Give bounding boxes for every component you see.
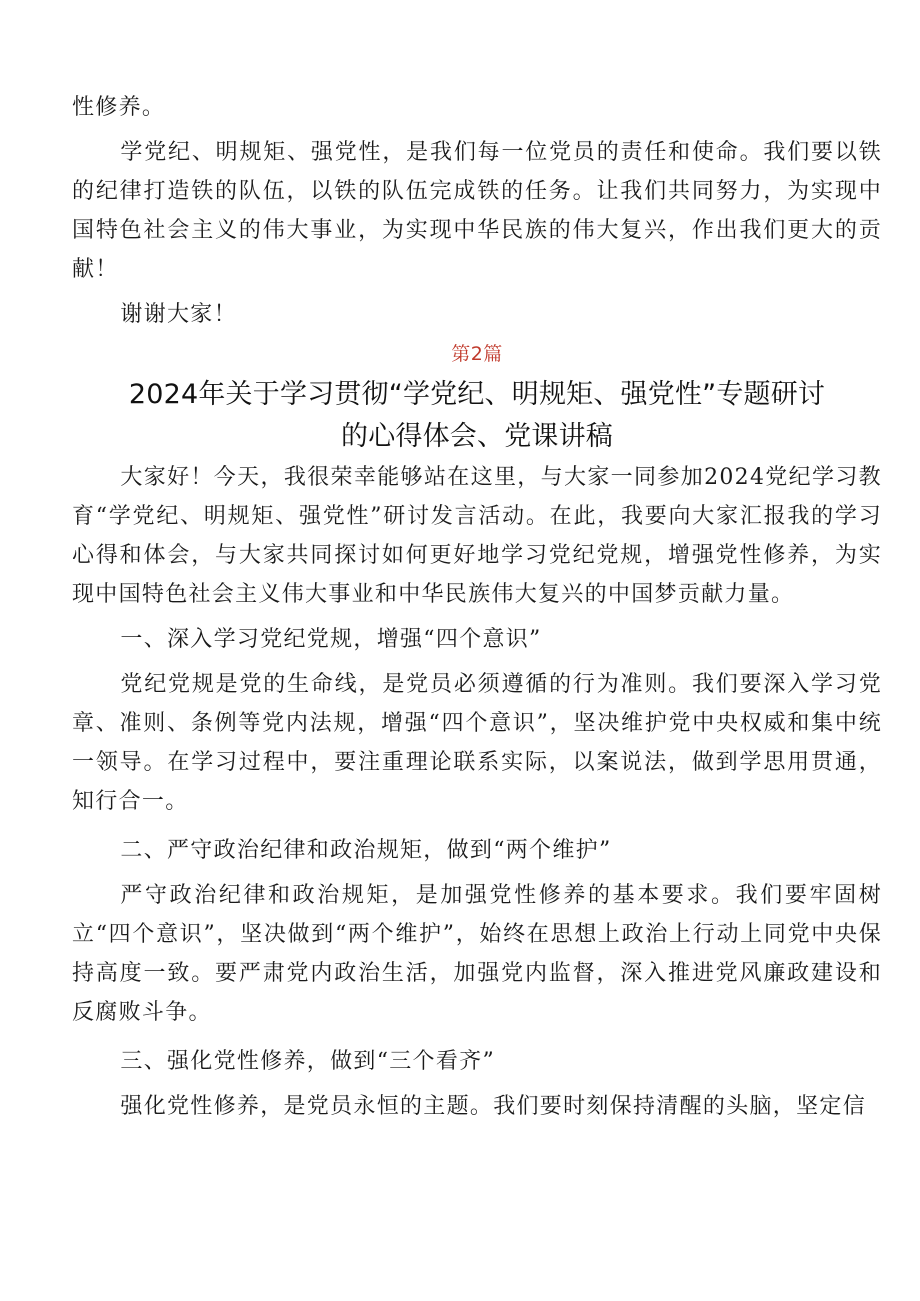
- section-heading-1: 一、深入学习党纪党规，增强“四个意识”: [120, 627, 542, 652]
- section-body-1: 党纪党规是党的生命线，是党员必须遵循的行为准则。我们要深入学习党章、准则、条例等党内法规，增强“四个意识”，坚决维护党中央权威和集中统一领导。在学习过程中，要注重理论联系实际，以案说法，做到学思用贯通，知行合一。: [72, 672, 882, 814]
- thanks-paragraph: 谢谢大家！: [120, 302, 237, 327]
- section-heading-2: 二、严守政治纪律和政治规矩，做到“两个维护”: [120, 838, 612, 863]
- section-body-3: 强化党性修养，是党员永恒的主题。我们要时刻保持清醒的头脑，坚定信: [120, 1094, 866, 1119]
- section-body-2: 严守政治纪律和政治规矩，是加强党性修养的基本要求。我们要牢固树立“四个意识”，坚决做到“两个维护”，始终在思想上政治上行动上同党中央保持高度一致。要严肃党内政治生活，加强党内监督，深入推进党风廉政建设和反腐败斗争。: [72, 883, 882, 1025]
- article-number-label: 第2篇: [451, 343, 503, 365]
- intro-paragraph: 大家好！今天，我很荣幸能够站在这里，与大家一同参加2024党纪学习教育“学党纪、明规矩、强党性”研讨发言活动。在此，我要向大家汇报我的学习心得和体会，与大家共同探讨如何更好地学习党纪党规，增强党性修养，为实现中国特色社会主义伟大事业和中华民族伟大复兴的中国梦贡献力量。: [72, 465, 882, 607]
- article-title-line-1: 2024年关于学习贯彻“学党纪、明规矩、强党性”专题研讨: [128, 379, 826, 410]
- article-title: [72, 374, 882, 458]
- document-page: [72, 88, 882, 1126]
- continuation-paragraph-1: 性修养。: [72, 95, 166, 120]
- article-title-line-2: 的心得体会、党课讲稿: [341, 421, 613, 452]
- continuation-paragraph-2: 学党纪、明规矩、强党性，是我们每一位党员的责任和使命。我们要以铁的纪律打造铁的队伍，以铁的队伍完成铁的任务。让我们共同努力，为实现中国特色社会主义的伟大事业，为实现中华民族的伟大复兴，作出我们更大的贡献！: [72, 140, 882, 282]
- section-heading-3: 三、强化党性修养，做到“三个看齐”: [120, 1049, 495, 1074]
